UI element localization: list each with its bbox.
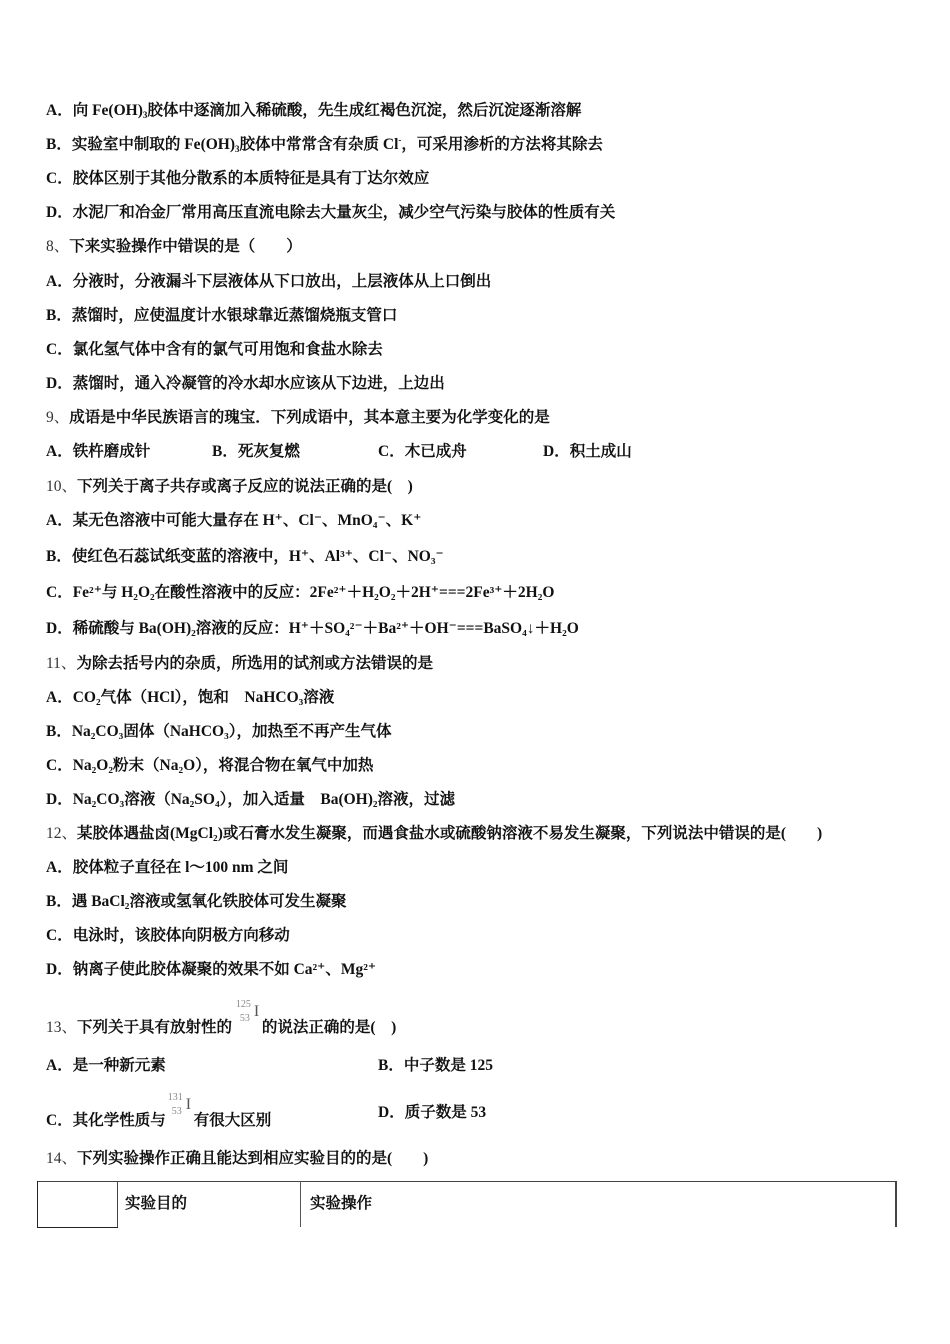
- q13-stem: [46, 999, 397, 1038]
- option-text: 使红色石蕊试纸变蓝的溶液中，H⁺、Al³⁺、Cl⁻、NO₃⁻: [71, 548, 444, 565]
- q9-option-a: [46, 442, 150, 462]
- q12-stem: [46, 824, 822, 844]
- option-text: 胶体中常常含有杂质 Cl: [239, 136, 399, 153]
- q11-stem: [46, 654, 433, 674]
- option-label: B．: [46, 548, 72, 565]
- table-header-empty-cell: [37, 1181, 118, 1228]
- table-top-border: [37, 1181, 897, 1182]
- option-label: D．: [46, 961, 73, 978]
- q7-option-d: [46, 203, 615, 223]
- option-text: 分液时，分液漏斗下层液体从下口放出，上层液体从上口倒出: [72, 273, 492, 290]
- q9-stem: [46, 408, 550, 428]
- table-header-operation: 实验操作: [310, 1194, 373, 1212]
- option-text: 中子数是 125: [403, 1057, 493, 1074]
- q10-option-d: [46, 619, 579, 639]
- q9-option-c: [378, 442, 467, 462]
- q10-option-c: [46, 583, 554, 603]
- atomic-number: 53: [171, 1106, 182, 1117]
- option-label: D．: [46, 620, 73, 637]
- q12-option-c: [46, 926, 290, 946]
- option-text: Fe²⁺与 H₂O₂在酸性溶液中的反应：2Fe²⁺＋H₂O₂＋2H⁺===2Fe³⁺＋2H₂O: [72, 584, 555, 601]
- option-text: Na₂O₂粉末（Na₂O），将混合物在氧气中加热: [72, 757, 374, 774]
- option-label: B．: [212, 443, 238, 460]
- option-text: ，可采用渗析的方法将其除去: [401, 136, 603, 153]
- question-number: 14、: [46, 1150, 78, 1167]
- option-text: 是一种新元素: [72, 1057, 166, 1074]
- question-text: 下列实验操作正确且能达到相应实验目的的是( ): [77, 1150, 429, 1167]
- question-text: 为除去括号内的杂质，所选用的试剂或方法错误的是: [76, 655, 433, 672]
- q7-option-a: [46, 101, 581, 121]
- q14-table: [37, 1181, 897, 1229]
- element-symbol: I: [185, 1096, 192, 1113]
- option-label: B．: [46, 307, 72, 324]
- q10-option-b: [46, 547, 444, 567]
- subscript: 3: [142, 110, 148, 120]
- option-label: C．: [46, 170, 73, 187]
- isotope-notation: [235, 999, 262, 1036]
- option-text: 蒸馏时，通入冷凝管的冷水却水应该从下边进，上边出: [72, 375, 445, 392]
- option-text: 其化学性质与: [72, 1112, 166, 1129]
- option-text: 胶体区别于其他分散系的本质特征是具有丁达尔效应: [72, 170, 430, 187]
- mass-number: 125: [235, 999, 251, 1010]
- option-text: 胶体粒子直径在 l～100 nm 之间: [72, 859, 289, 876]
- option-label: C．: [46, 1112, 73, 1129]
- option-text: 氯化氢气体中含有的氯气可用饱和食盐水除去: [72, 341, 383, 358]
- table-right-border: [895, 1181, 897, 1227]
- q11-option-d: [46, 790, 455, 810]
- option-label: C．: [46, 341, 73, 358]
- option-text: 稀硫酸与 Ba(OH)₂溶液的反应：H⁺＋SO₄²⁻＋Ba²⁺＋OH⁻===BaSO₄↓＋H₂O: [72, 620, 579, 637]
- q10-option-a: [46, 511, 421, 531]
- option-text: Na₂CO₃固体（NaHCO₃），加热至不再产生气体: [71, 723, 392, 740]
- question-text: 下列关于具有放射性的: [77, 1019, 233, 1036]
- question-number: 13、: [46, 1019, 78, 1036]
- option-label: B．: [46, 136, 72, 153]
- option-text: 铁杵磨成针: [72, 443, 151, 460]
- q9-option-d: [543, 442, 632, 462]
- option-text: 钠离子使此胶体凝聚的效果不如 Ca²⁺、Mg²⁺: [72, 961, 377, 978]
- q12-option-a: [46, 858, 288, 878]
- option-text: CO₂气体（HCl），饱和 NaHCO₃溶液: [72, 689, 335, 706]
- option-label: D．: [378, 1104, 405, 1121]
- question-number: 10、: [46, 478, 78, 495]
- question-number: 8、: [46, 238, 70, 255]
- q13-option-d: [378, 1103, 486, 1123]
- option-label: B．: [378, 1057, 404, 1074]
- question-text: 下来实验操作中错误的是（ ）: [69, 238, 302, 255]
- q10-stem: [46, 477, 413, 497]
- option-label: D．: [46, 791, 73, 808]
- option-text: 质子数是 53: [404, 1104, 487, 1121]
- option-text: 胶体中逐滴加入稀硫酸，先生成红褐色沉淀，然后沉淀逐渐溶解: [147, 102, 582, 119]
- question-text: 下列关于离子共存或离子反应的说法正确的是( ): [77, 478, 413, 495]
- question-number: 11、: [46, 655, 77, 672]
- option-label: C．: [46, 927, 73, 944]
- q8-option-a: [46, 272, 491, 292]
- q7-option-c: [46, 169, 429, 189]
- option-label: D．: [46, 375, 73, 392]
- question-text: 成语是中华民族语言的瑰宝．下列成语中，其本意主要为化学变化的是: [69, 409, 550, 426]
- q12-option-b: [46, 892, 346, 912]
- table-header-purpose: 实验目的: [125, 1194, 188, 1212]
- q13-option-a: [46, 1056, 166, 1076]
- option-label: A．: [46, 102, 73, 119]
- mass-number: 131: [167, 1092, 183, 1103]
- option-text: 积土成山: [569, 443, 632, 460]
- option-label: C．: [46, 584, 73, 601]
- table-column-divider: [117, 1181, 118, 1227]
- q9-option-b: [212, 442, 300, 462]
- option-text: 蒸馏时，应使温度计水银球靠近蒸馏烧瓶支管口: [71, 307, 398, 324]
- option-label: C．: [378, 443, 405, 460]
- superscript: -: [398, 135, 402, 145]
- option-text: 遇 BaCl₂溶液或氢氧化铁胶体可发生凝聚: [71, 893, 347, 910]
- q8-option-c: [46, 340, 383, 360]
- option-text: 向 Fe(OH): [72, 102, 143, 119]
- option-label: A．: [46, 273, 73, 290]
- table-column-divider: [300, 1181, 301, 1227]
- option-label: C．: [46, 757, 73, 774]
- option-text: 水泥厂和冶金厂常用高压直流电除去大量灰尘，减少空气污染与胶体的性质有关: [72, 204, 616, 221]
- q11-option-c: [46, 756, 373, 776]
- q12-option-d: [46, 960, 376, 980]
- option-label: A．: [46, 859, 73, 876]
- isotope-notation: [167, 1092, 194, 1129]
- option-text: 木已成舟: [404, 443, 467, 460]
- q8-stem: [46, 237, 302, 257]
- option-text: 死灰复燃: [237, 443, 300, 460]
- question-text: 某胶体遇盐卤(MgCl₂)或石膏水发生凝聚，而遇食盐水或硫酸钠溶液不易发生凝聚，下列说法中错误的是( ): [77, 825, 823, 842]
- option-label: D．: [543, 443, 570, 460]
- option-text: 有很大区别: [193, 1112, 272, 1129]
- option-label: A．: [46, 1057, 73, 1074]
- option-label: A．: [46, 443, 73, 460]
- atomic-number: 53: [239, 1013, 250, 1024]
- element-symbol: I: [253, 1003, 260, 1020]
- option-text: 某无色溶液中可能大量存在 H⁺、Cl⁻、MnO₄⁻、K⁺: [72, 512, 422, 529]
- q8-option-b: [46, 306, 397, 326]
- option-text: 电泳时，该胶体向阴极方向移动: [72, 927, 290, 944]
- option-label: A．: [46, 689, 73, 706]
- option-text: 实验室中制取的 Fe(OH): [71, 136, 236, 153]
- option-label: A．: [46, 512, 73, 529]
- option-label: D．: [46, 204, 73, 221]
- q14-stem: [46, 1149, 428, 1169]
- q7-option-b: [46, 135, 603, 155]
- option-label: B．: [46, 723, 72, 740]
- q13-option-b: [378, 1056, 493, 1076]
- question-number: 9、: [46, 409, 70, 426]
- q8-option-d: [46, 374, 445, 394]
- question-text: 的说法正确的是( ): [261, 1019, 397, 1036]
- q11-option-a: [46, 688, 334, 708]
- question-number: 12、: [46, 825, 78, 842]
- q13-option-c: [46, 1092, 272, 1131]
- option-text: Na₂CO₃溶液（Na₂SO₄），加入适量 Ba(OH)₂溶液，过滤: [72, 791, 456, 808]
- subscript: 3: [235, 144, 240, 154]
- option-label: B．: [46, 893, 72, 910]
- q11-option-b: [46, 722, 391, 742]
